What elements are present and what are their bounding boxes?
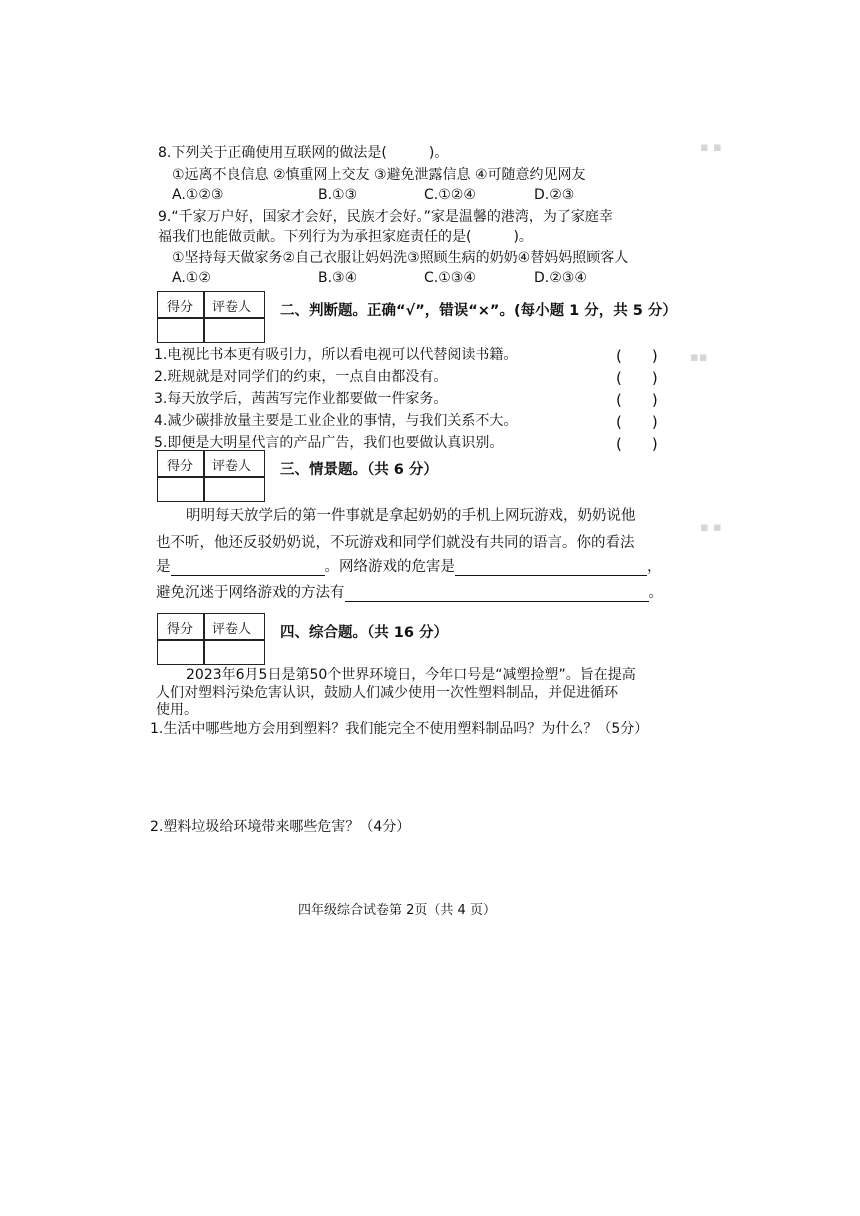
score-box-section2 [157,291,265,343]
q8-option-d: D.②③ [534,187,575,203]
section4-intro-line1: 2023年6月5日是第50个世界环境日，今年口号是“减塑捡塑”。旨在提高 [186,667,636,683]
answer-paren-2[interactable]: ( ) [616,369,658,387]
q8-option-a: A.①②③ [172,187,224,203]
q8-option-b: B.①③ [318,187,358,203]
harm-blank[interactable] [455,561,647,576]
opinion-blank[interactable] [171,561,325,576]
section4-question-1: 1.生活中哪些地方会用到塑料？我们能完全不使用塑料制品吗？为什么？（5分） [150,721,649,737]
section2-item-5: 5.即便是大明星代言的产品广告，我们也要做认真识别。 [154,435,504,451]
page-footer: 四年级综合试卷第 2页（共 4 页） [298,903,496,918]
q8-stem: 8.下列关于正确使用互联网的做法是( )。 [158,145,449,161]
line4-end: 。 [648,585,663,601]
line3-end: ， [647,559,662,575]
q8-items: ①远离不良信息 ②慎重网上交友 ③避免泄露信息 ④可随意约见网友 [172,167,586,183]
q9-options [172,269,652,287]
section4-title: 四、综合题。（共 16 分） [280,625,449,641]
bleed-through-mark: ▪ ▪ [700,520,722,535]
section3-line1: 明明每天放学后的第一件事就是拿起奶奶的手机上网玩游戏，奶奶说他 [186,508,636,524]
line4-prefix: 避免沉迷于网络游戏的方法有 [156,585,345,601]
answer-paren-5[interactable]: ( ) [616,435,658,453]
q9-option-a: A.①② [172,270,211,286]
q8-option-c: C.①②④ [424,187,476,203]
q9-stem-line1: 9.“千家万户好，国家才会好，民族才会好。”家是温馨的港湾，为了家庭幸 [158,209,613,225]
answer-paren-3[interactable]: ( ) [616,391,658,409]
bleed-through-mark: ▪ ▪ [700,140,722,155]
line3-prefix: 是 [156,559,171,575]
bleed-through-mark: ▪▪ [690,350,708,365]
section4-intro-line2: 人们对塑料污染危害认识，鼓励人们减少使用一次性塑料制品，并促进循环 [156,685,618,701]
section2-item-4: 4.减少碳排放量主要是工业企业的事情，与我们关系不大。 [154,413,518,429]
method-blank[interactable] [345,587,649,602]
answer-paren-4[interactable]: ( ) [616,413,658,431]
q9-option-d: D.②③④ [534,270,587,286]
section2-title: 二、判断题。正确“√”，错误“×”。(每小题 1 分，共 5 分） [280,303,677,319]
section4-intro-line3: 使用。 [156,702,198,718]
section2-item-2: 2.班规就是对同学们的约束，一点自由都没有。 [154,369,448,385]
line3-mid: 。网络游戏的危害是 [324,559,455,575]
section3-line4 [156,584,663,602]
q8-options [172,186,652,204]
section2-item-1: 1.电视比书本更有吸引力，所以看电视可以代替阅读书籍。 [154,347,518,363]
q9-items: ①坚持每天做家务②自己衣服让妈妈洗③照顾生病的奶奶④替妈妈照顾客人 [172,250,629,266]
score-label: 得分 [167,459,194,474]
section3-line3 [156,558,662,576]
score-box-section3 [157,450,265,502]
section3-title: 三、情景题。（共 6 分） [280,462,438,478]
grader-label: 评卷人 [212,622,252,637]
q9-option-b: B.③④ [318,270,358,286]
answer-paren-1[interactable]: ( ) [616,347,658,365]
q9-stem-line2: 福我们也能做贡献。下列行为为承担家庭责任的是( )。 [158,229,533,245]
q9-option-c: C.①③④ [424,270,476,286]
score-label: 得分 [167,622,194,637]
section4-question-2: 2.塑料垃圾给环境带来哪些危害？（4分） [150,819,411,835]
section3-line2: 也不听，他还反驳奶奶说，不玩游戏和同学们就没有共同的语言。你的看法 [156,535,635,551]
answer-area-2[interactable] [150,840,670,890]
answer-area-1[interactable] [150,742,670,812]
grader-label: 评卷人 [212,300,252,315]
section2-item-3: 3.每天放学后，茜茜写完作业都要做一件家务。 [154,391,448,407]
score-box-section4 [157,613,265,665]
score-label: 得分 [167,300,194,315]
grader-label: 评卷人 [212,459,252,474]
